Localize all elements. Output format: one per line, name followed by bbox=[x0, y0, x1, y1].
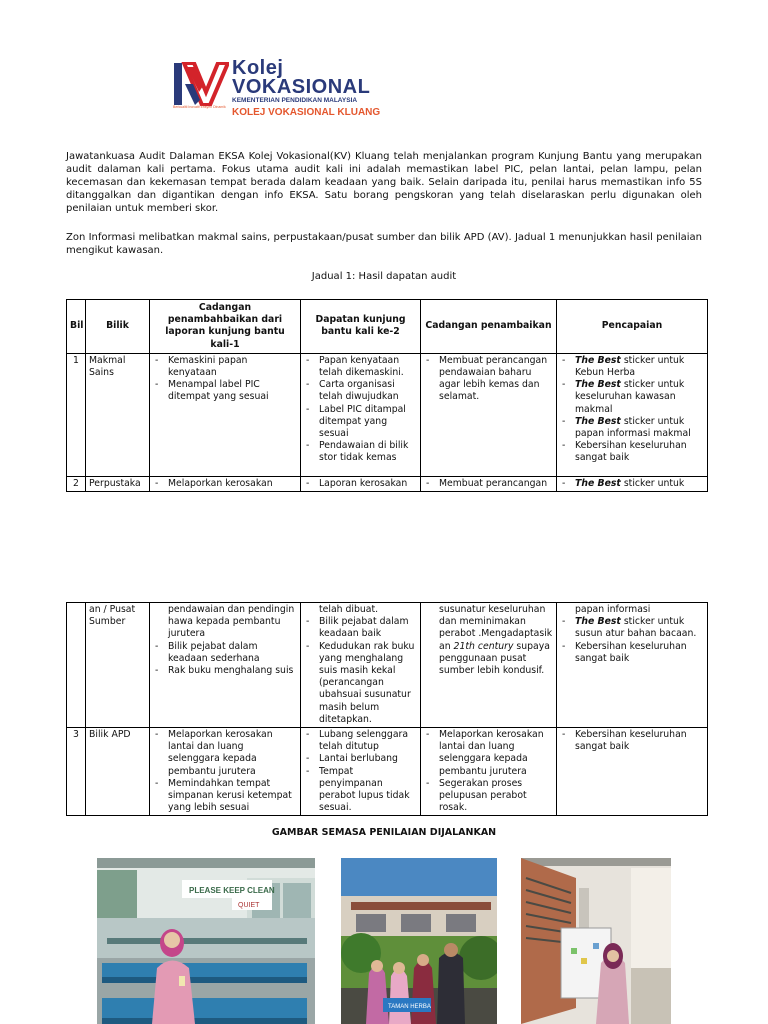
table-row bbox=[67, 603, 708, 728]
intro-paragraph-1: Jawatankuasa Audit Dalaman EKSA Kolej Vokasional(KV) Kluang telah menjalankan program Kunjung Bantu yang merupakan audit dalaman kali pertama. Fokus utama audit kali ini adalah memastikan label PIC, pelan lantai, pelan lampu, pelan kecemasan dan kekemasan tempat berada dalam keadaan yang baik. Selain daripada itu, penilai harus memastikan info 5S ditanggalkan dan digantikan dengan info EKSA. Satu borang pengskoran yang telah diselaraskan perlu digunakan oleh penilaian untuk memberi skor. bbox=[66, 151, 702, 214]
header-bilik: Bilik bbox=[86, 300, 150, 354]
cell-cadangan-1 bbox=[150, 728, 301, 816]
list-item: - Melaporkan kerosakan bbox=[153, 478, 297, 490]
table-row bbox=[67, 476, 708, 491]
table-row bbox=[67, 728, 708, 816]
photo-science-lab bbox=[97, 858, 315, 1024]
list-item: - Menampal label PIC ditempat yang sesuai bbox=[153, 379, 297, 403]
cell-bilik: Bilik APD bbox=[86, 728, 150, 816]
list-item bbox=[560, 641, 704, 665]
cell-cadangan-2 bbox=[421, 728, 557, 816]
kv-logo-icon bbox=[173, 62, 229, 106]
header-cadangan-1: Cadangan penambahbaikan dari laporan kunjung bantu kali-1 bbox=[150, 300, 301, 354]
photo-apd-room bbox=[521, 858, 671, 1024]
cell-bil: 1 bbox=[67, 353, 86, 476]
college-logo bbox=[173, 57, 383, 122]
achievement-text: sticker untuk papan informasi makmal bbox=[575, 415, 691, 440]
photo-herb-garden bbox=[341, 858, 497, 1024]
cell-bil: 3 bbox=[67, 728, 86, 816]
list-item: - Membuat perancangan bbox=[424, 478, 553, 490]
list-item: - Rak buku menghalang suis bbox=[153, 665, 297, 677]
cell-pencapaian bbox=[557, 728, 708, 816]
achievement-text: sticker untuk bbox=[620, 477, 685, 489]
audit-table-continued bbox=[66, 602, 708, 816]
photo-section-title: GAMBAR SEMASA PENILAIAN DIJALANKAN bbox=[271, 827, 497, 838]
cell-cadangan-1 bbox=[150, 353, 301, 476]
header-bil: Bil bbox=[67, 300, 86, 354]
best-label: The Best bbox=[575, 354, 621, 366]
list-item: - Segerakan proses pelupusan perabot rosak. bbox=[424, 778, 553, 815]
best-label: The Best bbox=[575, 477, 621, 489]
list-item bbox=[560, 355, 704, 379]
list-item: - Carta organisasi telah diwujudkan bbox=[304, 379, 417, 403]
best-label: The Best bbox=[575, 415, 621, 427]
cell-pencapaian bbox=[557, 353, 708, 476]
list-item: - Melaporkan kerosakan lantai dan luang selenggara kepada pembantu jurutera bbox=[424, 729, 553, 778]
list-item bbox=[560, 478, 704, 490]
list-item: - Pendawaian di bilik stor tidak kemas bbox=[304, 440, 417, 464]
cell-bilik: an / Pusat Sumber bbox=[86, 603, 150, 728]
intro-paragraph-2: Zon Informasi melibatkan makmal sains, perpustakaan/pusat sumber dan bilik APD (AV). Jadual 1 menunjukkan hasil penilaian mengikut kawasan. bbox=[66, 232, 702, 256]
cell-cadangan-1 bbox=[150, 603, 301, 728]
cell-pencapaian bbox=[557, 476, 708, 491]
banner-herb-garden: TAMAN HERBA bbox=[388, 1004, 431, 1010]
logo-slogan: Berkualiti Inovatif Efisyen Dinamik bbox=[173, 105, 226, 109]
cell-cadangan-2 bbox=[421, 353, 557, 476]
achievement-text: sticker untuk keseluruhan kawasan makmal bbox=[575, 379, 685, 415]
header-dapatan: Dapatan kunjung bantu kali ke-2 bbox=[301, 300, 421, 354]
list-item: - Lantai berlubang bbox=[304, 753, 417, 765]
cell-cadangan-2 bbox=[421, 476, 557, 491]
logo-text-kluang: KOLEJ VOKASIONAL KLUANG bbox=[232, 107, 381, 118]
logo-text-kolej: Kolej bbox=[232, 57, 284, 79]
header-pencapaian: Pencapaian bbox=[557, 300, 708, 354]
cell-cadangan-2 bbox=[421, 603, 557, 728]
cell-bil: 2 bbox=[67, 476, 86, 491]
continued-text bbox=[424, 604, 553, 677]
list-item: - Label PIC ditampal ditempat yang sesuai bbox=[304, 404, 417, 441]
list-item: - Kemaskini papan kenyataan bbox=[153, 355, 297, 379]
cadangan-text: susunatur keseluruhan dan meminimakan perabot .Mengadaptasik an bbox=[439, 604, 553, 652]
list-item bbox=[560, 616, 704, 640]
sign-quiet: QUIET bbox=[238, 902, 260, 909]
list-item: - Papan kenyataan telah dikemaskini. bbox=[304, 355, 417, 379]
logo-text-ministry: KEMENTERIAN PENDIDIKAN MALAYSIA bbox=[232, 97, 358, 104]
table-row bbox=[67, 353, 708, 476]
list-item: - Memindahkan tempat simpanan kerusi ketempat yang lebih sesuai bbox=[153, 778, 297, 815]
list-item: - Kebersihan keseluruhan sangat baik bbox=[560, 729, 704, 753]
cell-cadangan-1 bbox=[150, 476, 301, 491]
logo-text-vokasional: VOKASIONAL bbox=[232, 76, 371, 98]
header-cadangan-2: Cadangan penambaikan bbox=[421, 300, 557, 354]
achievement-text: sticker untuk susun atur bahan bacaan. bbox=[575, 616, 697, 640]
continued-text: pendawaian dan pendingin hawa kepada pembantu jurutera bbox=[168, 604, 295, 640]
cell-bil bbox=[67, 603, 86, 728]
cell-dapatan bbox=[301, 476, 421, 491]
cell-bilik: Makmal Sains bbox=[86, 353, 150, 476]
cell-dapatan bbox=[301, 353, 421, 476]
list-item: - Bilik pejabat dalam keadaan baik bbox=[304, 616, 417, 640]
table-header-row bbox=[67, 300, 708, 354]
cell-dapatan bbox=[301, 728, 421, 816]
achievement-text: Kebersihan keseluruhan sangat baik bbox=[575, 640, 687, 664]
list-item: - Tempat penyimpanan perabot lupus tidak sesuai. bbox=[304, 766, 417, 815]
best-label: The Best bbox=[575, 616, 621, 628]
continued-text: papan informasi bbox=[575, 604, 651, 615]
continued-text: telah dibuat. bbox=[319, 604, 379, 615]
cell-dapatan bbox=[301, 603, 421, 728]
cell-bilik: Perpustaka bbox=[86, 476, 150, 491]
list-item: - Melaporkan kerosakan lantai dan luang selenggara kepada pembantu jurutera bbox=[153, 729, 297, 778]
cell-pencapaian bbox=[557, 603, 708, 728]
list-item: - Membuat perancangan pendawaian baharu agar lebih kemas dan selamat. bbox=[424, 355, 553, 404]
cadangan-text: supaya penggunaan pusat sumber lebih kondusif. bbox=[439, 640, 550, 677]
list-item bbox=[560, 440, 704, 464]
sign-please-keep-clean: PLEASE KEEP CLEAN bbox=[189, 886, 275, 895]
list-item: - Lubang selenggara telah ditutup bbox=[304, 729, 417, 753]
list-item: - Laporan kerosakan bbox=[304, 478, 417, 490]
list-item bbox=[560, 379, 704, 416]
table-caption: Jadual 1: Hasil dapatan audit bbox=[311, 271, 457, 282]
list-item: - Kedudukan rak buku yang menghalang suis masih kekal (perancangan ubahsuai susunatur masih belum ditetapkan. bbox=[304, 641, 417, 726]
audit-table bbox=[66, 299, 708, 492]
achievement-text: sticker untuk Kebun Herba bbox=[575, 354, 685, 379]
best-label: The Best bbox=[575, 379, 621, 391]
list-item bbox=[560, 416, 704, 440]
list-item: - Bilik pejabat dalam keadaan sederhana bbox=[153, 641, 297, 665]
cadangan-italic: 21th century bbox=[453, 640, 514, 652]
achievement-text: Kebersihan keseluruhan sangat baik bbox=[575, 440, 687, 464]
